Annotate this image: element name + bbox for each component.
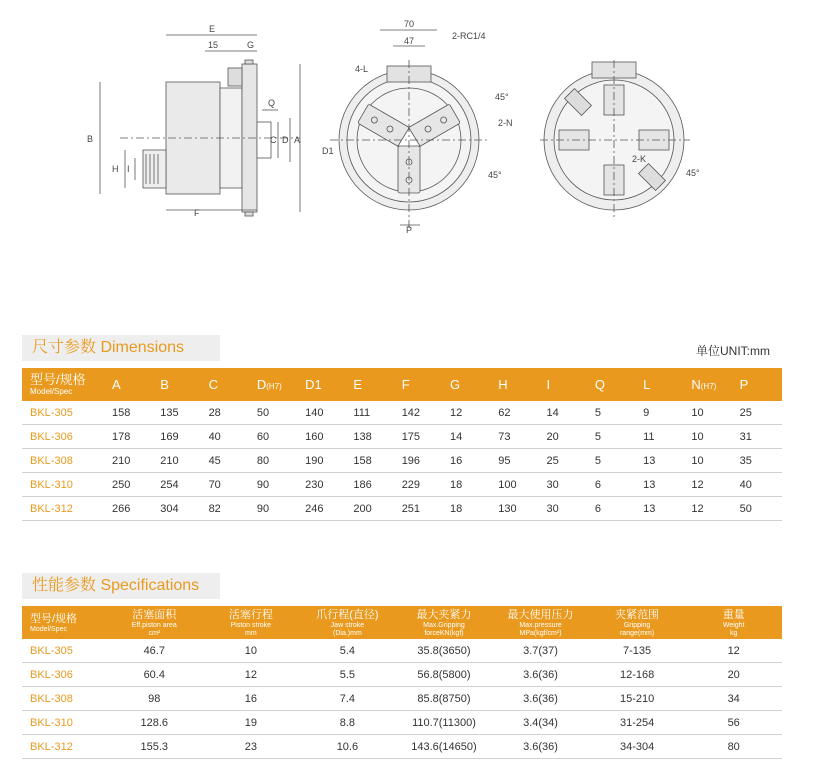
table-row — [22, 663, 782, 687]
value-cell: 7-135 — [589, 639, 686, 663]
label-C: C — [270, 135, 277, 145]
value-cell: 31-254 — [589, 711, 686, 735]
value-cell: 10 — [203, 639, 300, 663]
value-cell: 12 — [444, 401, 492, 425]
value-cell: 155.3 — [106, 735, 203, 759]
header-en1: Max.pressure — [519, 621, 562, 629]
value-cell: 80 — [251, 449, 299, 473]
value-cell: 23 — [203, 735, 300, 759]
table-row — [22, 449, 782, 473]
label-I: I — [127, 164, 130, 174]
value-cell: 190 — [299, 449, 347, 473]
value-cell: 12 — [685, 473, 733, 497]
header-g — [444, 368, 492, 401]
header-spec-6 — [685, 606, 782, 639]
label-P: P — [406, 225, 413, 235]
value-cell: 14 — [444, 425, 492, 449]
label-G: G — [247, 40, 255, 50]
value-cell: 34 — [685, 687, 782, 711]
header-en1: Jaw stroke — [330, 621, 365, 629]
value-cell: 3.7(37) — [492, 639, 589, 663]
value-cell: 8.8 — [299, 711, 396, 735]
value-cell: 230 — [299, 473, 347, 497]
header-d1 — [299, 368, 347, 401]
value-cell: 229 — [396, 473, 444, 497]
header-cn: 活塞行程 — [228, 608, 273, 621]
value-cell: 13 — [637, 473, 685, 497]
value-cell: 12 — [685, 497, 733, 521]
value-cell: 70 — [203, 473, 251, 497]
header-label: Q — [594, 376, 605, 392]
value-cell: 19 — [203, 711, 300, 735]
label-E: E — [209, 24, 216, 34]
value-cell: 16 — [444, 449, 492, 473]
value-cell: 85.8(8750) — [396, 687, 493, 711]
header-a — [106, 368, 154, 401]
value-cell: 50 — [251, 401, 299, 425]
header-label: P — [739, 376, 749, 392]
header-label: H — [498, 376, 508, 392]
header-label: G — [449, 376, 461, 392]
model-cell: BKL-310 — [22, 711, 106, 735]
value-cell: 35 — [734, 449, 782, 473]
value-cell: 35.8(3650) — [396, 639, 493, 663]
header-label: N — [691, 376, 701, 392]
label-47: 47 — [404, 36, 415, 46]
header-label: L — [643, 376, 651, 392]
value-cell: 95 — [492, 449, 540, 473]
header-cn: 爪行程(直径) — [316, 608, 379, 621]
value-cell: 98 — [106, 687, 203, 711]
value-cell: 210 — [154, 449, 202, 473]
header-en2: (Dia.)mm — [333, 629, 362, 637]
header-en1: Gripping — [623, 621, 651, 629]
value-cell: 15-210 — [589, 687, 686, 711]
value-cell: 46.7 — [106, 639, 203, 663]
header-model: 型号/规格 Model/Spec — [22, 368, 106, 401]
value-cell: 110.7(11300) — [396, 711, 493, 735]
specifications-body — [22, 639, 782, 759]
value-cell: 73 — [492, 425, 540, 449]
value-cell: 50 — [734, 497, 782, 521]
label-4-L: 4-L — [355, 64, 369, 74]
value-cell: 5 — [589, 425, 637, 449]
dimensions-table — [22, 368, 782, 521]
value-cell: 111 — [347, 401, 395, 425]
model-cell: BKL-305 — [22, 401, 106, 425]
header-i — [541, 368, 589, 401]
header-cn: 最大使用压力 — [507, 608, 574, 621]
header-cn: 夹紧范围 — [615, 608, 660, 621]
value-cell: 251 — [396, 497, 444, 521]
value-cell: 6 — [589, 497, 637, 521]
model-cell: BKL-305 — [22, 639, 106, 663]
value-cell: 80 — [685, 735, 782, 759]
header-label: C — [208, 376, 218, 392]
model-cell: BKL-312 — [22, 735, 106, 759]
value-cell: 62 — [492, 401, 540, 425]
value-cell: 196 — [396, 449, 444, 473]
label-2-RC1-4: 2-RC1/4 — [452, 31, 486, 41]
value-cell: 3.6(36) — [492, 687, 589, 711]
header-h — [492, 368, 540, 401]
value-cell: 143.6(14650) — [396, 735, 493, 759]
table-row — [22, 687, 782, 711]
value-cell: 140 — [299, 401, 347, 425]
header-p — [734, 368, 782, 401]
header-spec-5 — [589, 606, 686, 639]
model-cell: BKL-308 — [22, 449, 106, 473]
label-45-top: 45° — [495, 92, 509, 102]
table-row — [22, 425, 782, 449]
label-F: F — [194, 208, 200, 218]
header-cn: 重量 — [722, 608, 745, 621]
value-cell: 250 — [106, 473, 154, 497]
value-cell: 30 — [541, 497, 589, 521]
value-cell: 31 — [734, 425, 782, 449]
header-b — [154, 368, 202, 401]
value-cell: 10 — [685, 401, 733, 425]
label-D1: D1 — [322, 146, 334, 156]
value-cell: 3.4(34) — [492, 711, 589, 735]
value-cell: 13 — [637, 497, 685, 521]
value-cell: 18 — [444, 473, 492, 497]
value-cell: 5.4 — [299, 639, 396, 663]
header-model: 型号/规格 Model/Spec — [22, 606, 106, 639]
value-cell: 5.5 — [299, 663, 396, 687]
value-cell: 45 — [203, 449, 251, 473]
model-cell: BKL-312 — [22, 497, 106, 521]
header-sub: (H7) — [700, 381, 717, 391]
value-cell: 20 — [685, 663, 782, 687]
value-cell: 135 — [154, 401, 202, 425]
unit-label: 单位UNIT:mm — [696, 344, 770, 358]
front-view — [322, 19, 513, 235]
value-cell: 40 — [734, 473, 782, 497]
value-cell: 178 — [106, 425, 154, 449]
label-B: B — [87, 134, 94, 144]
header-n — [685, 368, 733, 401]
label-D: D — [282, 135, 289, 145]
table-row — [22, 497, 782, 521]
dimensions-header-row — [22, 368, 782, 401]
header-label: F — [401, 376, 410, 392]
value-cell: 266 — [106, 497, 154, 521]
value-cell: 82 — [203, 497, 251, 521]
header-d — [251, 368, 299, 401]
value-cell: 304 — [154, 497, 202, 521]
header-q — [589, 368, 637, 401]
value-cell: 169 — [154, 425, 202, 449]
header-f — [396, 368, 444, 401]
value-cell: 138 — [347, 425, 395, 449]
value-cell: 10 — [685, 425, 733, 449]
header-en2: mm — [245, 629, 257, 637]
header-label: D — [256, 376, 267, 392]
table-row — [22, 401, 782, 425]
value-cell: 28 — [203, 401, 251, 425]
value-cell: 128.6 — [106, 711, 203, 735]
value-cell: 186 — [347, 473, 395, 497]
header-sub: (H7) — [266, 381, 282, 391]
value-cell: 90 — [251, 497, 299, 521]
label-2-N: 2-N — [498, 118, 513, 128]
header-spec-0 — [106, 606, 203, 639]
header-label: B — [160, 376, 169, 392]
table-row — [22, 473, 782, 497]
model-cell: BKL-306 — [22, 425, 106, 449]
value-cell: 3.6(36) — [492, 735, 589, 759]
header-label: I — [546, 376, 551, 392]
header-spec-4 — [492, 606, 589, 639]
value-cell: 5 — [589, 401, 637, 425]
header-en1: Weight — [722, 621, 745, 629]
value-cell: 25 — [734, 401, 782, 425]
value-cell: 254 — [154, 473, 202, 497]
value-cell: 130 — [492, 497, 540, 521]
value-cell: 9 — [637, 401, 685, 425]
value-cell: 210 — [106, 449, 154, 473]
header-label: A — [112, 376, 121, 392]
value-cell: 175 — [396, 425, 444, 449]
value-cell: 60 — [251, 425, 299, 449]
value-cell: 16 — [203, 687, 300, 711]
model-cell: BKL-310 — [22, 473, 106, 497]
label-70: 70 — [404, 19, 415, 29]
label-45-bottom: 45° — [488, 170, 502, 180]
value-cell: 158 — [347, 449, 395, 473]
header-spec-3 — [396, 606, 493, 639]
value-cell: 56 — [685, 711, 782, 735]
drawing-canvas — [0, 0, 815, 260]
dimensions-body — [22, 401, 782, 521]
label-15: 15 — [208, 40, 219, 50]
value-cell: 246 — [299, 497, 347, 521]
value-cell: 12 — [685, 639, 782, 663]
header-spec-1 — [203, 606, 300, 639]
value-cell: 13 — [637, 449, 685, 473]
value-cell: 12 — [203, 663, 300, 687]
header-en1: Max.Gripping — [423, 621, 465, 629]
header-cn: 最大夹紧力 — [416, 608, 472, 621]
value-cell: 5 — [589, 449, 637, 473]
rear-view — [540, 60, 700, 220]
value-cell: 12-168 — [589, 663, 686, 687]
header-c — [203, 368, 251, 401]
header-en1: Eff.piston area — [131, 621, 177, 629]
value-cell: 200 — [347, 497, 395, 521]
header-en2: MPa(kgf/cm²) — [519, 629, 562, 637]
label-H: H — [112, 164, 119, 174]
label-45-rear: 45° — [686, 168, 700, 178]
label-2-K: 2-K — [632, 154, 647, 164]
model-cell: BKL-308 — [22, 687, 106, 711]
value-cell: 158 — [106, 401, 154, 425]
dimensions-title: 尺寸参数 Dimensions — [22, 335, 220, 361]
value-cell: 60.4 — [106, 663, 203, 687]
value-cell: 18 — [444, 497, 492, 521]
value-cell: 25 — [541, 449, 589, 473]
side-view — [87, 24, 300, 218]
model-cell: BKL-306 — [22, 663, 106, 687]
specifications-header-row — [22, 606, 782, 639]
specifications-title: 性能参数 Specifications — [22, 573, 220, 599]
header-en2: kg — [729, 629, 738, 637]
value-cell: 30 — [541, 473, 589, 497]
value-cell: 20 — [541, 425, 589, 449]
label-A: A — [294, 135, 301, 145]
header-l — [637, 368, 685, 401]
value-cell: 3.6(36) — [492, 663, 589, 687]
value-cell: 34-304 — [589, 735, 686, 759]
value-cell: 11 — [637, 425, 685, 449]
label-Q: Q — [268, 98, 276, 108]
header-en2: cm² — [148, 629, 161, 637]
header-en2: range(mm) — [619, 629, 655, 637]
value-cell: 56.8(5800) — [396, 663, 493, 687]
header-e — [347, 368, 395, 401]
value-cell: 10.6 — [299, 735, 396, 759]
value-cell: 10 — [685, 449, 733, 473]
header-spec-2 — [299, 606, 396, 639]
value-cell: 160 — [299, 425, 347, 449]
value-cell: 100 — [492, 473, 540, 497]
table-row — [22, 711, 782, 735]
value-cell: 6 — [589, 473, 637, 497]
value-cell: 7.4 — [299, 687, 396, 711]
table-row — [22, 639, 782, 663]
value-cell: 90 — [251, 473, 299, 497]
header-label: D1 — [305, 376, 322, 392]
value-cell: 142 — [396, 401, 444, 425]
header-en1: Piston stroke — [230, 621, 272, 629]
value-cell: 40 — [203, 425, 251, 449]
specifications-table — [22, 606, 782, 759]
table-row — [22, 735, 782, 759]
header-en2: forceKN(kgf) — [424, 629, 464, 637]
technical-drawings — [0, 0, 815, 260]
value-cell: 14 — [541, 401, 589, 425]
header-cn: 活塞面积 — [132, 608, 177, 621]
header-label: E — [353, 376, 363, 392]
